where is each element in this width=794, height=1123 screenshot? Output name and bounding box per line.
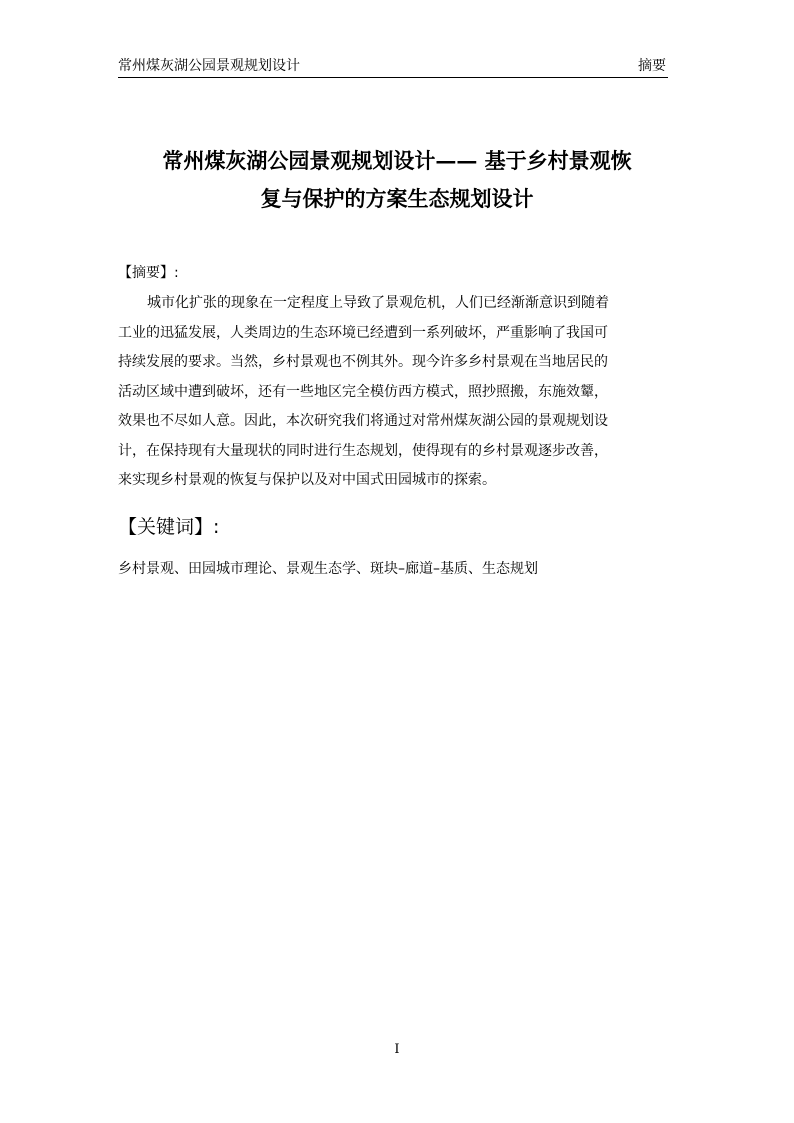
page-number: I bbox=[394, 1042, 400, 1057]
header-document-title: 常州煤灰湖公园景观规划设计 bbox=[118, 58, 300, 74]
abstract-label: 【摘要】: bbox=[118, 265, 179, 281]
abstract-body bbox=[118, 289, 670, 496]
page-header bbox=[118, 55, 668, 78]
abstract-line: 来实现乡村景观的恢复与保护以及对中国式田园城市的探索。 bbox=[118, 472, 496, 488]
abstract-line: 效果也不尽如人意。因此，本次研究我们将通过对常州煤灰湖公园的景观规划设 bbox=[118, 413, 608, 429]
title-line-1: 常州煤灰湖公园景观规划设计—— 基于乡村景观恢 bbox=[162, 148, 632, 173]
abstract-line: 活动区域中遭到破坏，还有一些地区完全模仿西方模式，照抄照搬，东施效颦， bbox=[118, 383, 608, 400]
abstract-line: 工业的迅猛发展，人类周边的生态环境已经遭到一系列破坏，严重影响了我国可 bbox=[118, 324, 608, 341]
abstract-line: 计，在保持现有大量现状的同时进行生态规划，使得现有的乡村景观逐步改善， bbox=[118, 442, 608, 459]
document-title bbox=[100, 142, 694, 218]
keywords-label: 【关键词】: bbox=[118, 516, 220, 538]
keywords-text: 乡村景观、田园城市理论、景观生态学、斑块–廊道–基质、生态规划 bbox=[118, 561, 538, 577]
abstract-line: 城市化扩张的现象在一定程度上导致了景观危机，人们已经渐渐意识到随着 bbox=[147, 295, 609, 311]
title-line-2: 复与保护的方案生态规划设计 bbox=[260, 186, 534, 211]
header-section-name: 摘要 bbox=[638, 58, 666, 74]
abstract-line: 持续发展的要求。当然，乡村景观也不例其外。现今许多乡村景观在当地居民的 bbox=[118, 354, 608, 370]
